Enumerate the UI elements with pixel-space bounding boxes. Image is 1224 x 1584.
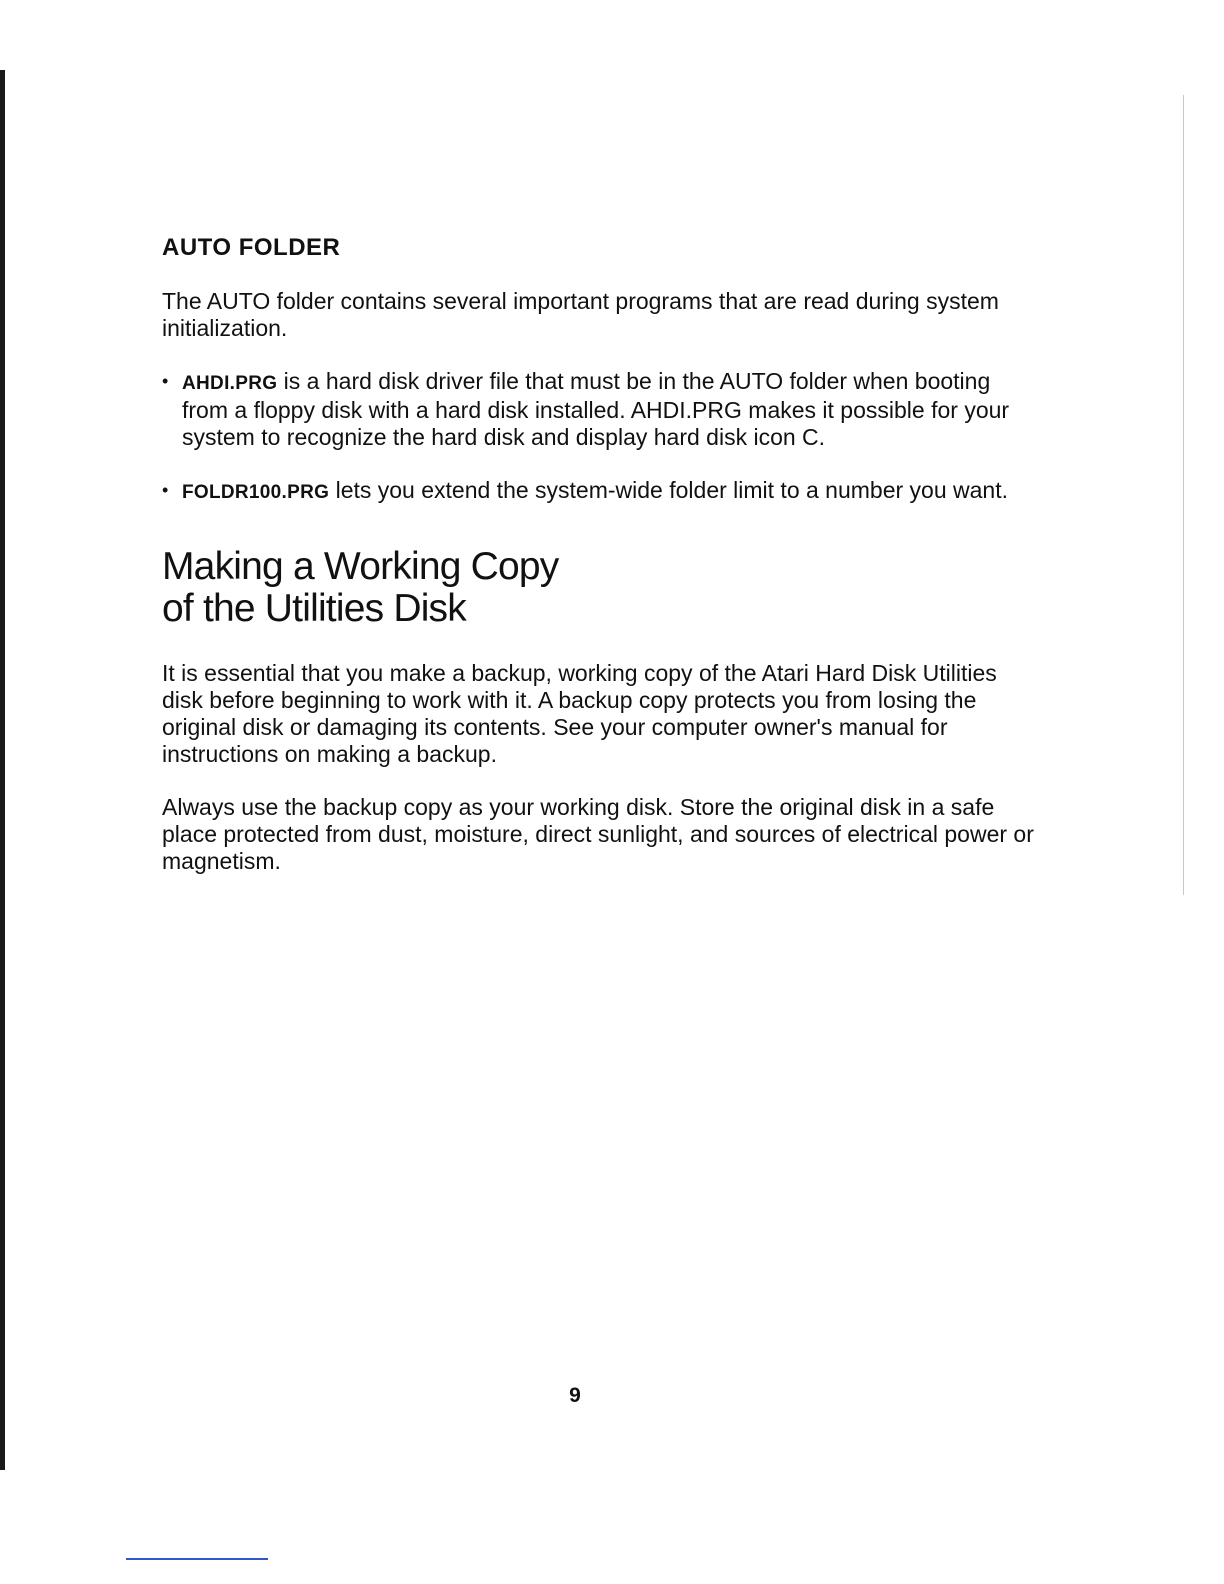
program-name: FOLDR100.PRG: [182, 482, 330, 503]
auto-folder-intro: The AUTO folder contains several important programs that are read during system initialization.: [162, 288, 999, 341]
heading-line-1: Making a Working Copy: [162, 545, 559, 588]
scan-edge-left: [0, 70, 5, 1470]
auto-folder-heading: AUTO FOLDER: [162, 234, 341, 261]
program-description: is a hard disk driver file that must be in the AUTO folder when booting from a floppy disk with a hard disk installed. AHDI.PRG makes it possible for your system to recognize the hard disk and display hard disk icon C.: [182, 368, 1010, 450]
scan-underline: [126, 1558, 268, 1560]
heading-line-2: of the Utilities Disk: [162, 587, 466, 630]
page-number: 9: [569, 1384, 581, 1407]
storage-paragraph: Always use the backup copy as your working disk. Store the original disk in a safe place protected from dust, moisture, direct sunlight, and sources of electrical power or magnetism.: [162, 794, 1034, 874]
scan-edge-right: [1183, 95, 1184, 895]
backup-paragraph: It is essential that you make a backup, working copy of the Atari Hard Disk Utilities disk before beginning to work with it. A backup copy protects you from losing the original disk or damaging its contents. See your computer owner's manual for instructions on making a backup.: [162, 660, 997, 767]
bullet-icon: •: [162, 371, 169, 391]
list-item-ahdi: [162, 368, 1042, 451]
bullet-icon: •: [162, 480, 169, 500]
program-name: AHDI.PRG: [182, 373, 278, 394]
program-description: lets you extend the system-wide folder limit to a number you want.: [329, 477, 1009, 503]
page-content: [162, 232, 1042, 901]
list-item-foldr100: [162, 477, 1042, 506]
working-copy-heading: [162, 546, 1042, 630]
